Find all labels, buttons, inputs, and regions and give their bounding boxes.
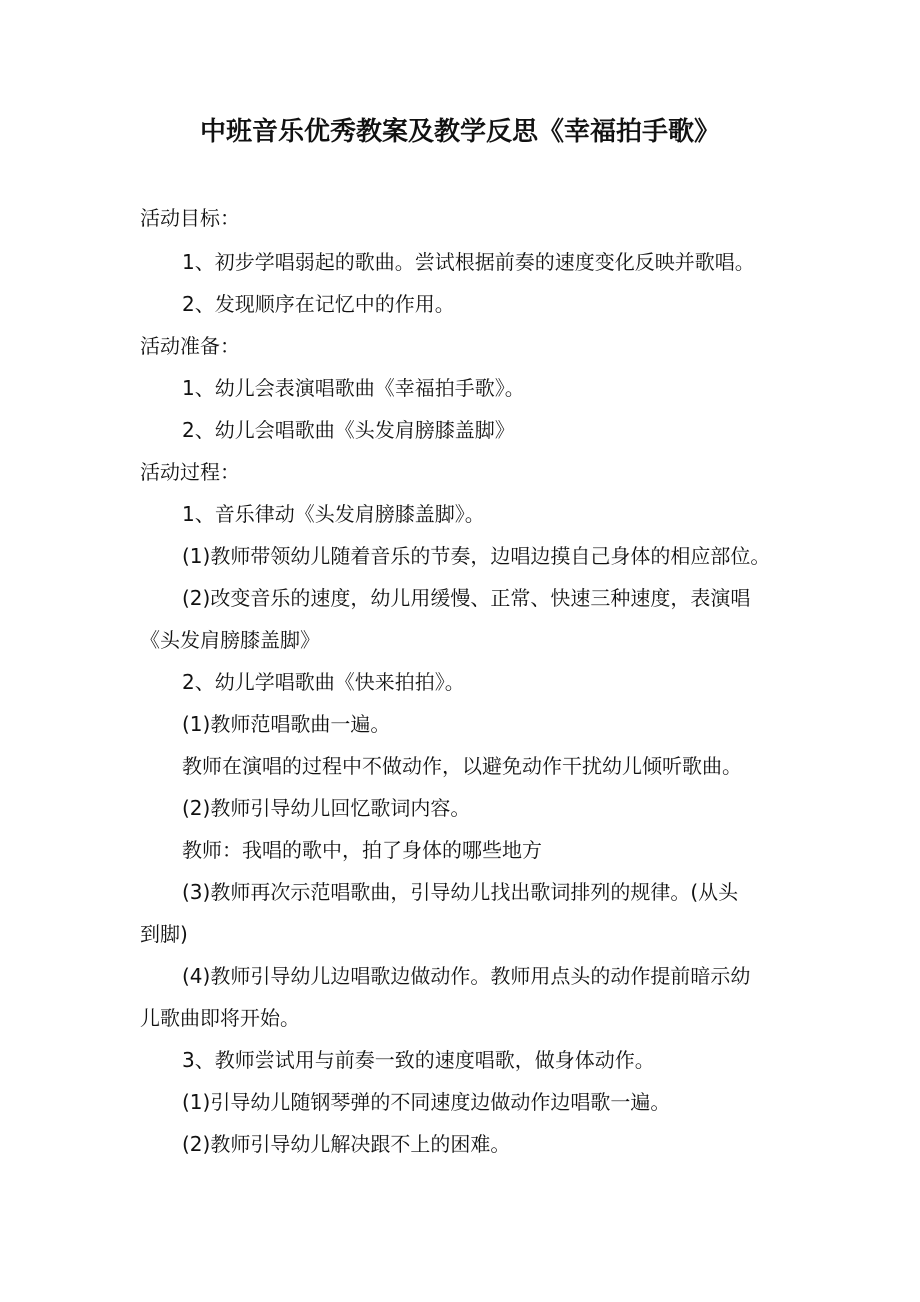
- paragraph-line: 3、教师尝试用与前奏一致的速度唱歌，做身体动作。: [182, 1048, 655, 1072]
- paragraph-line: (1)教师范唱歌曲一遍。: [182, 712, 391, 736]
- paragraph-line: 2、幼儿学唱歌曲《快来拍拍》。: [182, 670, 465, 694]
- paragraph-line: (2)教师引导幼儿回忆歌词内容。: [182, 796, 471, 820]
- section-heading-preparation: 活动准备：: [140, 334, 240, 358]
- section-heading-goals: 活动目标：: [140, 206, 240, 230]
- paragraph-line: (4)教师引导幼儿边唱歌边做动作。教师用点头的动作提前暗示幼: [182, 964, 751, 988]
- paragraph-line: (2)教师引导幼儿解决跟不上的困难。: [182, 1132, 511, 1156]
- paragraph-line: 教师在演唱的过程中不做动作，以避免动作干扰幼儿倾听歌曲。: [182, 754, 742, 778]
- paragraph-line: 儿歌曲即将开始。: [140, 1006, 300, 1030]
- paragraph-line: 1、音乐律动《头发肩膀膝盖脚》。: [182, 502, 485, 526]
- document-title: 中班音乐优秀教案及教学反思《幸福拍手歌》: [199, 117, 720, 147]
- paragraph-line: (2)改变音乐的速度，幼儿用缓慢、正常、快速三种速度，表演唱: [182, 586, 751, 610]
- paragraph-line: 2、幼儿会唱歌曲《头发肩膀膝盖脚》: [182, 418, 515, 442]
- paragraph-line: (1)教师带领幼儿随着音乐的节奏，边唱边摸自己身体的相应部位。: [182, 544, 771, 568]
- paragraph-line: (3)教师再次示范唱歌曲，引导幼儿找出歌词排列的规律。(从头: [182, 880, 739, 904]
- paragraph-line: 1、初步学唱弱起的歌曲。尝试根据前奏的速度变化反映并歌唱。: [182, 250, 755, 274]
- paragraph-line: 《头发肩膀膝盖脚》: [140, 628, 320, 652]
- paragraph-line: 教师：我唱的歌中，拍了身体的哪些地方: [182, 838, 542, 862]
- section-heading-process: 活动过程：: [140, 460, 240, 484]
- paragraph-line: (1)引导幼儿随钢琴弹的不同速度边做动作边唱歌一遍。: [182, 1090, 671, 1114]
- paragraph-line: 1、幼儿会表演唱歌曲《幸福拍手歌》。: [182, 376, 525, 400]
- paragraph-line: 2、发现顺序在记忆中的作用。: [182, 292, 455, 316]
- paragraph-line: 到脚): [140, 922, 188, 946]
